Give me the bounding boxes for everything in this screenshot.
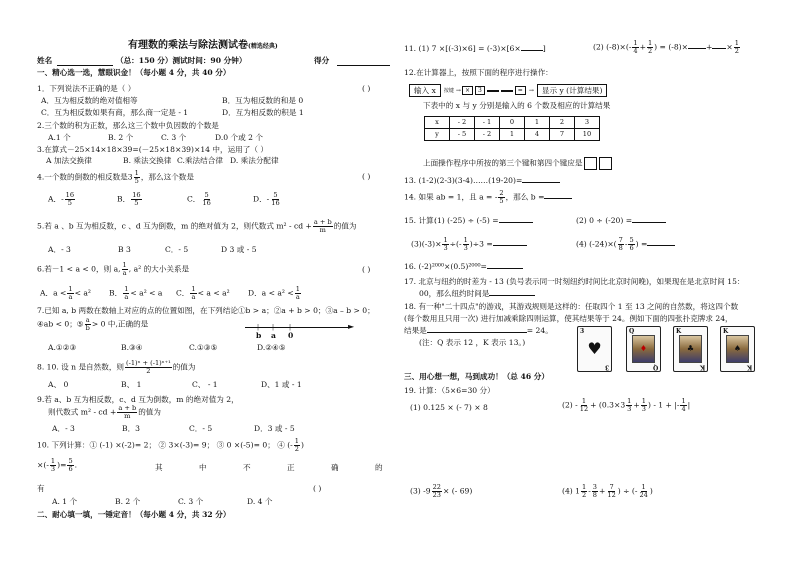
section1-heading: 一、精心选一选，慧眼识金！（每小题 4 分，共 40 分）	[37, 68, 231, 77]
q10-spread-2: 中	[199, 463, 207, 472]
q12-flow	[408, 84, 608, 97]
q6-option-c[interactable]: C． $\frac{1}{a}$ < a < a²	[176, 285, 230, 301]
q4-option-a[interactable]: A．- $\frac{16}{5}$	[48, 191, 75, 207]
calc-1: (1) 0.125 × (- 7) × 8	[410, 403, 488, 412]
q1-option-d[interactable]: D．互为相反数的积是 1	[222, 108, 304, 117]
q1-stem: 1．下列说法不正确的是（ ）	[37, 84, 136, 93]
flow-output: 显示 y (计算结果)	[537, 84, 608, 97]
tick-0: |	[289, 324, 292, 331]
q8-stem: 8. 10. 设 n 是自然数，则 $\frac{\text{(-1)ⁿ + (-1)ⁿ⁺¹}}{2}$ 的值为	[37, 359, 196, 375]
q12-table	[424, 116, 600, 141]
q5-option-a[interactable]: A．- 3	[48, 245, 71, 254]
q12-end: 上面操作程序中所按的第三个键和第四个键应是	[423, 157, 612, 170]
flow-key-3	[487, 90, 499, 92]
playing-card: 3 3 ♥	[577, 326, 612, 372]
q17-line1: 17. 北京与纽约的时差为 - 13 (负号表示同一时刻纽约时间比北京时间晚)，如果现在是北京时间 15：	[404, 277, 745, 286]
q10-option-d[interactable]: D. 4 个	[247, 497, 273, 506]
q8-option-b[interactable]: B、 1	[121, 380, 142, 389]
q11-part1: 11. (1) 7 ×[(-3)×6] = (-3)×[6× ]	[404, 44, 546, 53]
q4-option-b[interactable]: B． $\frac{16}{5}$	[117, 191, 141, 207]
q10-line3: 有	[37, 484, 45, 493]
page-title: 有理数的乘法与除法测试卷(精选经典)	[128, 40, 278, 51]
q7-line2: ④ab < 0；⑤ $\frac{a}{b}$ > 0 中,正确的是	[37, 316, 149, 332]
table-cell: - 2	[450, 117, 475, 129]
q10-line1: 10. 下列计算：① (-1) ×(-2)= 2； ② 3×(-3)= 9； ③ 0 ×(-5)= 0； ④ (- $\frac{1}{2}$ )	[37, 437, 304, 453]
q4-stem: 4.一个数的倒数的相反数是3 $\frac{1}{5}$ ，那么这个数是	[37, 169, 194, 185]
q8-option-c[interactable]: C、 - 1	[192, 380, 218, 389]
q4-option-c[interactable]: C． $\frac{5}{16}$	[187, 191, 211, 207]
section3-heading: 三、用心想一想，马到成功！（总 46 分）	[404, 372, 549, 381]
q7-option-b[interactable]: B.③④	[121, 343, 143, 352]
q10-line2: ×(- $\frac{1}{3}$ )= $\frac{5}{6}$ .	[37, 457, 78, 473]
q3-option-a[interactable]: A 加法交换律	[46, 156, 92, 165]
number-line-arrow-icon: ►	[348, 322, 355, 331]
table-cell: y	[425, 129, 450, 141]
diamond-icon: ♦	[639, 344, 648, 353]
q18-line1: 18. 有一种"二十四点"的游戏，其游戏规则是这样的：任取四个 1 至 13 之间的自然数，将这四个数	[404, 302, 739, 311]
flow-key-2: 3	[475, 86, 485, 96]
q13: 13. (1-2)(2-3)(3-4)……(19-20)=	[404, 176, 560, 185]
q2-option-c[interactable]: C. 3 个	[161, 133, 187, 142]
q7-option-c[interactable]: C.①③⑤	[189, 343, 218, 352]
calc-2: (2) - $\frac{1}{12}$ + (0.3×3 $\frac{1}{3}$ + $\frac{1}{3}$ ) - 1 + |- $\frac{1}{4}$ |	[562, 397, 691, 413]
q2-option-d[interactable]: D.0 个或 2 个	[215, 133, 263, 142]
table-cell: 0	[500, 117, 525, 129]
flow-input: 输入 x	[409, 84, 441, 97]
table-cell: - 2	[475, 129, 500, 141]
q15-1: (1) (-25) ÷ (-5) =	[434, 216, 533, 225]
q10-spread-5: 确	[331, 463, 339, 472]
name-blank[interactable]	[57, 65, 113, 66]
axis-label-0: 0	[288, 331, 294, 340]
q5-option-c[interactable]: C．- 5	[165, 245, 189, 254]
q2-option-b[interactable]: B. 2 个	[108, 133, 134, 142]
playing-card: K K ♣	[673, 326, 708, 372]
club-icon: ♣	[686, 344, 695, 353]
q10-spread-4: 正	[287, 463, 295, 472]
q14: 14. 如果 ab = 1，且 a = - $\frac{2}{5}$ ，那么 b =	[404, 190, 572, 205]
table-cell: 1	[500, 129, 525, 141]
q4-bracket: ( )	[362, 172, 371, 181]
spade-icon: ♠	[733, 344, 742, 353]
axis-label-a: a	[271, 331, 276, 340]
q4-option-d[interactable]: D．- $\frac{5}{16}$	[253, 191, 280, 207]
flow-key-4	[501, 90, 513, 92]
q2-stem: 2.三个数的积为正数，那么这三个数中负因数的个数是	[37, 121, 219, 130]
calc-4: (4) 1 $\frac{1}{2}$ - $\frac{3}{8}$ + $\frac{7}{12}$ ) ÷ (- $\frac{1}{24}$ )	[562, 483, 653, 499]
playing-card: Q Q ♦	[626, 326, 661, 372]
q15-4: (4) (-24)×( $\frac{7}{8}$ - $\frac{5}{6}$ ) =	[576, 237, 675, 252]
table-cell: x	[425, 117, 450, 129]
table-cell: - 5	[450, 129, 475, 141]
answer-box-1[interactable]	[584, 157, 597, 170]
q10-option-c[interactable]: C. 3 个	[178, 497, 204, 506]
q3-option-c[interactable]: C.乘法结合律	[177, 156, 223, 165]
q10-spread-6: 的	[375, 463, 383, 472]
q9-line2: 则代数式 m² - cd + $\frac{a + b}{m}$ 的值为	[48, 404, 161, 420]
q3-option-b[interactable]: B. 乘法交换律	[123, 156, 172, 165]
q1-option-c[interactable]: C．互为相反数如果有商，那么商一定是 - 1	[41, 108, 189, 117]
q9-option-a[interactable]: A．- 3	[52, 424, 75, 433]
table-cell: 4	[525, 129, 550, 141]
tick-b: |	[257, 324, 260, 331]
table-cell: 1	[525, 117, 550, 129]
table-cell: 2	[550, 117, 575, 129]
q19-label: 19. 计算：（5×6=30 分）	[404, 386, 495, 395]
table-cell: 10	[575, 129, 600, 141]
table-row	[425, 129, 600, 141]
q9-option-c[interactable]: C．- 5	[189, 424, 213, 433]
tick-a: |	[272, 324, 275, 331]
q18-note: (注：Q 表示 12 ，K 表示 13。)	[419, 338, 526, 347]
q15-label: 15. 计算：	[404, 216, 442, 225]
q10-spread-1: 其	[155, 463, 163, 472]
axis-label-b: b	[256, 331, 262, 340]
q18-line2: (每个数用且只用一次) 进行加减乘除四则运算，使其结果等于 24。例如下面的四张扑克牌求 24，	[404, 314, 733, 323]
q9-line1: 9.若 a、b 互为相反数，c、d 互为倒数，m 的绝对值为 2，	[37, 395, 239, 404]
calc-3: (3) -9 $\frac{22}{23}$ × (- 69)	[410, 483, 473, 499]
q18-line3: 结果是 = 24。	[404, 326, 553, 335]
flow-key-5: =	[515, 86, 526, 96]
q8-option-a[interactable]: A、 0	[48, 380, 69, 389]
q10-option-b[interactable]: B. 2 个	[115, 497, 141, 506]
q12-stem: 12.在计算器上，按照下面的程序进行操作：	[404, 68, 553, 77]
flow-key-1: ×	[462, 86, 473, 96]
flow-arrow-icon: →	[455, 86, 461, 94]
q6-option-b[interactable]: B． $\frac{1}{a}$ < a² < a	[109, 285, 163, 301]
q10-bracket: ( )	[313, 484, 322, 493]
q1-option-a[interactable]: A．互为相反数的绝对值相等	[41, 96, 138, 105]
playing-card: K K ♠	[720, 326, 755, 372]
q9-option-d[interactable]: D．3 或 - 5	[254, 424, 295, 433]
q6-stem: 6.若－1 < a < 0，则 a, $\frac{1}{a}$ , a² 的大小关系是	[37, 261, 190, 277]
q17-line2: 00，那么纽约时间是	[419, 289, 535, 298]
q3-option-d[interactable]: D. 乘法分配律	[230, 156, 279, 165]
q15-2: (2) 0 ÷ (-20) =	[576, 216, 666, 225]
table-cell: - 1	[475, 117, 500, 129]
q12-desc: 下表中的 x 与 y 分别是输入的 6 个数及相应的计算结果	[423, 101, 611, 110]
flow-keys-label: 按键	[443, 87, 454, 94]
score-blank[interactable]	[337, 65, 390, 66]
score-info: （总：150 分）测试时间：90 分钟）	[116, 56, 247, 65]
q1-option-b[interactable]: B．互为相反数的和是 0	[222, 96, 304, 105]
q16: 16. (-2)²⁰⁰⁰×(0.5)²⁰⁰⁰=	[404, 262, 523, 271]
q9-option-b[interactable]: B．3	[122, 424, 141, 433]
q6-option-d[interactable]: D．a < a² < $\frac{1}{a}$	[248, 285, 300, 301]
q5-stem: 5.若 a 、b 互为相反数，c 、d 互为倒数，m 的绝对值为 2，则代数式 m² - cd + $\frac{a + b}{m}$ 的值为	[37, 218, 357, 234]
flow-arrow2-icon: →	[528, 86, 534, 94]
answer-box-2[interactable]	[599, 157, 612, 170]
q11-part2: (2) (-8)×(- $\frac{1}{4}$ + $\frac{1}{2}$ ) = (-8)× + × $\frac{1}{2}$	[593, 39, 739, 55]
q10-spread-3: 不	[243, 463, 251, 472]
q6-option-a[interactable]: A．a < $\frac{1}{a}$ < a²	[40, 285, 91, 301]
q5-option-b[interactable]: B 3	[118, 245, 131, 254]
q5-option-d[interactable]: D 3 或 - 5	[221, 245, 257, 254]
q3-stem: 3.在算式－25×14×18×39=(－25×18×39)×14 中，运用了（ ）	[37, 145, 268, 154]
q10-option-a[interactable]: A. 1 个	[52, 497, 78, 506]
section2-heading: 二、耐心填一填，一锤定音！（每小题 4 分，共 32 分）	[37, 510, 231, 519]
table-cell: 7	[550, 129, 575, 141]
table-cell: 3	[575, 117, 600, 129]
q6-bracket: ( )	[362, 265, 371, 274]
number-line	[245, 327, 350, 328]
q1-bracket: ( )	[362, 84, 371, 93]
table-row	[425, 117, 600, 129]
q15-3: (3)(-3)× $\frac{1}{3}$ ÷(- $\frac{1}{3}$ )÷3 =	[411, 237, 527, 252]
q7-option-a[interactable]: A.①②③	[48, 343, 77, 352]
q2-option-a[interactable]: A.1 个	[48, 133, 71, 142]
q7-line1: 7.已知 a, b 两数在数轴上对应的点的位置如图，在下列结论①b > a；②a + b > 0；③a – b > 0；	[37, 306, 375, 315]
heart-icon: ♥	[587, 339, 602, 358]
q7-option-d[interactable]: D.②④⑤	[257, 343, 286, 352]
q8-option-d[interactable]: D、1 或 - 1	[261, 380, 302, 389]
name-label: 姓名	[37, 56, 53, 65]
score-label: 得分	[314, 56, 330, 65]
